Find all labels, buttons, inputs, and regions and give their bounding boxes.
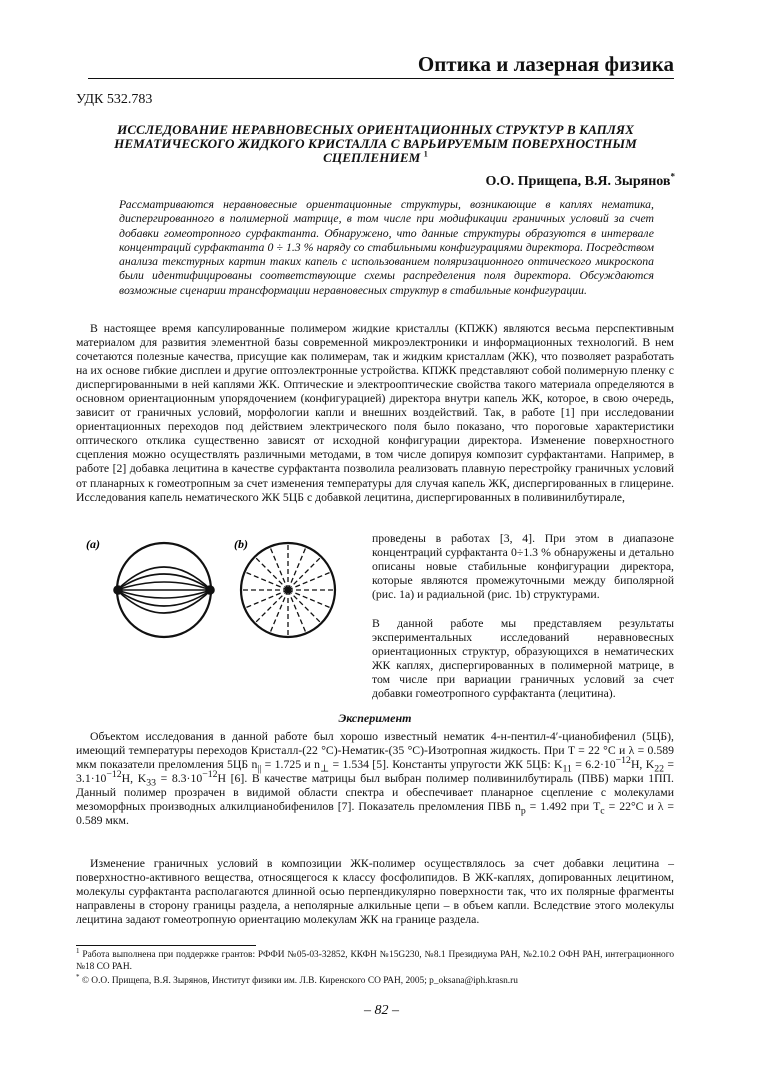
section-title: Оптика и лазерная физика	[417, 52, 674, 76]
paper-title: ИССЛЕДОВАНИЕ НЕРАВНОВЕСНЫХ ОРИЕНТАЦИОННЫХ СТРУКТУР В КАПЛЯХ НЕМАТИЧЕСКОГО ЖИДКОГО КРИСТАЛЛА С ВАРЬИРУЕМЫМ ПОВЕРХНОСТНЫМ СЦЕПЛЕНИЕМ $^1$	[114, 122, 637, 165]
abstract: Рассматриваются неравновесные ориентационные структуры, возникающие в каплях нематика, диспергированного в полимерной матрице, в том числе при модификации граничных условий за счет добавки гомеотропного сурфактанта. Обнаружено, что данные структуры образуются в интервале концентраций сурфактанта 0 ÷ 1.3 % наряду со стабильными конфигурациями директора. Посредством анализа текстурных картин таких капель с использованием поляризационного оптического микроскопа были идентифицированы соответствующие схемы распределения поля директора. Обсуждаются возможные сценарии трансформации неравновесных структур в стабильные конфигурации.	[119, 198, 654, 297]
experiment-paragraph-2: Изменение граничных условий в композиции ЖК-полимер осуществлялось за счет добавки лецитина – поверхностно-активного вещества, относящегося к классу фосфолипидов. В ЖК-каплях, допированных лецитином, молекулы сурфактанта располагаются длинной осью перпендикулярно поверхности так, что их полярные фрагменты направлены в сторону границы раздела, а неполярные алкильные цепи – в объем капли. Вследствие этого молекулы лецитина задают гомеотропную ориентацию молекулам ЖК на границе раздела.	[76, 857, 674, 927]
author-footnote-mark: *	[670, 171, 675, 182]
radial-droplet	[241, 543, 335, 637]
figure-label-a: (a)	[86, 537, 100, 551]
footnote-1: $^1$ Работа выполнена при поддержке грантов: РФФИ №05-03-32852, ККФН №15G230, №8.1 Президиума РАН, №2.10.2 ОФН РАН, интеграционного №18 СО РАН.	[76, 946, 675, 972]
footnote-2: * © О.О. Прищепа, В.Я. Зырянов, Институт физики им. Л.В. Киренского СО РАН, 2005; p_oksana@iph.krasn.ru	[76, 972, 518, 986]
figure-1-director-configurations	[76, 534, 368, 642]
bipolar-droplet	[114, 543, 214, 637]
intro-paragraph: В настоящее время капсулированные полимером жидкие кристаллы (КПЖК) являются весьма перспективным материалом для развития элементной базы современной микроэлектроники и информационных технологий. В нем сочетаются полезные качества, присущие как полимерам, так и жидким кристаллам (ЖК), что позволяет разработать на их основе гибкие дисплеи и другие оптоэлектронные устройства. КПЖК представляют собой полимерную пленку с диспергированными в ней каплями ЖК. Оптические и электрооптические свойства такого материала определяются в основном ориентационным упорядочением (конфигурацией) директора внутри капель ЖК, которое, в свою очередь, зависит от граничных условий, морфологии капли и внешних воздействий. Так, в работе [1] при исследовании ориентационных переходов под действием электрического поля было показано, что пороговые характеристики оптического отклика существенно зависят от исходной конфигурации директора. Изменение поверхностного сцепления можно осуществлять различными методами, в том числе допируя композит сурфактантами. Например, в работе [2] добавка лецитина в качестве сурфактанта позволила реализовать плавную перестройку граничных условий от планарных к гомеотропным за счет изменения температуры для случая капель ЖК, диспергированных в глицерине. Исследования капель нематического ЖК 5ЦБ с добавкой лецитина, диспергированных в поливинилбутирале,	[76, 322, 674, 504]
section-heading-experiment: Эксперимент	[338, 711, 412, 725]
authors: О.О. Прищепа, В.Я. Зырянов*	[485, 171, 675, 189]
work-goal-paragraph: В данной работе мы представляем результаты экспериментальных исследований неравновесных ориентационных структур, образующихся в нематических ЖК каплях, диспергированных в полимерной матрице, в том числе при вариации граничных условий за счет добавки гомеотропного сурфактанта (лецитина).	[372, 617, 674, 701]
udk-code: УДК 532.783	[76, 92, 153, 107]
intro-continued: проведены в работах [3, 4]. При этом в диапазоне концентраций сурфактанта 0÷1.3 % обнаружены и детально описаны новые стабильные конфигурации директора, которые являются промежуточными между биполярной (рис. 1a) и радиальной (рис. 1b) структурами.	[372, 532, 674, 602]
running-header	[88, 52, 674, 79]
title-footnote-mark: 1	[423, 149, 428, 159]
figure-label-b: (b)	[234, 537, 248, 551]
footnote-divider	[76, 945, 256, 946]
page-number: – 82 –	[364, 1003, 399, 1018]
experiment-paragraph-1: Объектом исследования в данной работе был хорошо известный нематик 4-н-пентил-4′-цианобифенил (5ЦБ), имеющий температуры переходов Кристалл-(22 °С)-Нематик-(35 °С)-Изотропная жидкость. При T = 22 °C и λ = 0.589 мкм показатели преломления 5ЦБ $n_{||} = 1.725$ и $n_\perp = 1.534$ [5]. Константы упругости ЖК 5ЦБ: $K_{11} = 6.2\cdot 10^{-12}Н$, $K_{22} = 3.1\cdot 10^{-12}Н$, $K_{33} = 8.3\cdot 10^{-12}Н$ [6]. В качестве матрицы был выбран полимер поливинилбутираль (ПВБ) марки 1ПП. Данный полимер прозрачен в видимой области спектра и обеспечивает планарное сцепление с молекулами мезоморфных производных алкилцианобифенилов [7]. Показатель преломления ПВБ $n_p = 1.492$ при $T_c = 22^\circ C$ и λ = 0.589 мкм.	[76, 730, 675, 828]
